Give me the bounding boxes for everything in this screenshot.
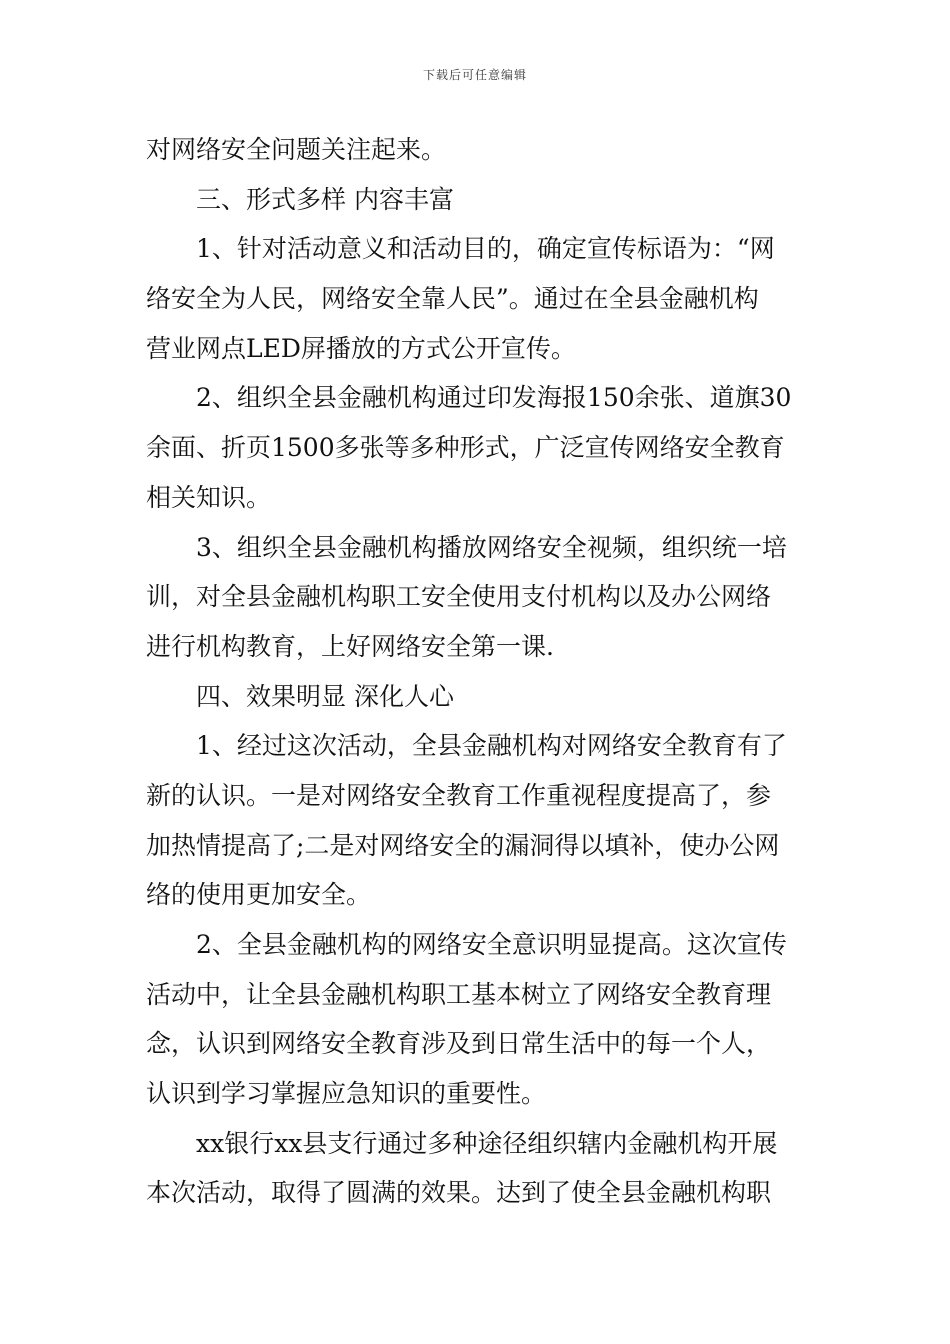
text-line: 2、组织全县金融机构通过印发海报150余张、道旗30 bbox=[196, 383, 792, 413]
text-line: 念，认识到网络安全教育涉及到日常生活中的每一个人， bbox=[146, 1029, 772, 1059]
text-line: 对网络安全问题关注起来。 bbox=[146, 135, 447, 164]
text-line: 训，对全县金融机构职工安全使用支付机构以及办公网络 bbox=[146, 582, 772, 612]
text-line: xx银行xx县支行通过多种途径组织辖内金融机构开展 bbox=[196, 1128, 778, 1158]
section-heading: 三、形式多样 内容丰富 bbox=[196, 184, 454, 214]
text-line: 1、经过这次活动，全县金融机构对网络安全教育有了 bbox=[196, 731, 787, 761]
text-line: 2、全县金融机构的网络安全意识明显提高。这次宣传 bbox=[196, 930, 787, 959]
text-line: 加热情提高了;二是对网络安全的漏洞得以填补，使办公网 bbox=[146, 830, 780, 860]
section-heading: 四、效果明显 深化人心 bbox=[196, 681, 454, 711]
text-line: 活动中，让全县金融机构职工基本树立了网络安全教育理 bbox=[146, 979, 772, 1009]
header-note: 下载后可任意编辑 bbox=[422, 68, 527, 82]
text-line: 本次活动，取得了圆满的效果。达到了使全县金融机构职 bbox=[146, 1178, 772, 1208]
text-line: 3、组织全县金融机构播放网络安全视频，组织统一培 bbox=[196, 532, 787, 562]
text-line: 余面、折页1500多张等多种形式，广泛宣传网络安全教育 bbox=[146, 433, 785, 463]
text-line: 进行机构教育，上好网络安全第一课. bbox=[146, 631, 554, 661]
text-line: 认识到学习掌握应急知识的重要性。 bbox=[146, 1079, 547, 1109]
text-line: 营业网点LED屏播放的方式公开宣传。 bbox=[146, 333, 576, 363]
text-line: 络的使用更加安全。 bbox=[146, 880, 372, 910]
text-line: 络安全为人民，网络安全靠人民”。通过在全县金融机构 bbox=[146, 284, 759, 314]
text-line: 新的认识。一是对网络安全教育工作重视程度提高了，参 bbox=[146, 780, 772, 810]
body-text bbox=[146, 125, 810, 1218]
text-line: 1、针对活动意义和活动目的，确定宣传标语为：“网 bbox=[196, 234, 775, 264]
text-line: 相关知识。 bbox=[146, 482, 272, 512]
